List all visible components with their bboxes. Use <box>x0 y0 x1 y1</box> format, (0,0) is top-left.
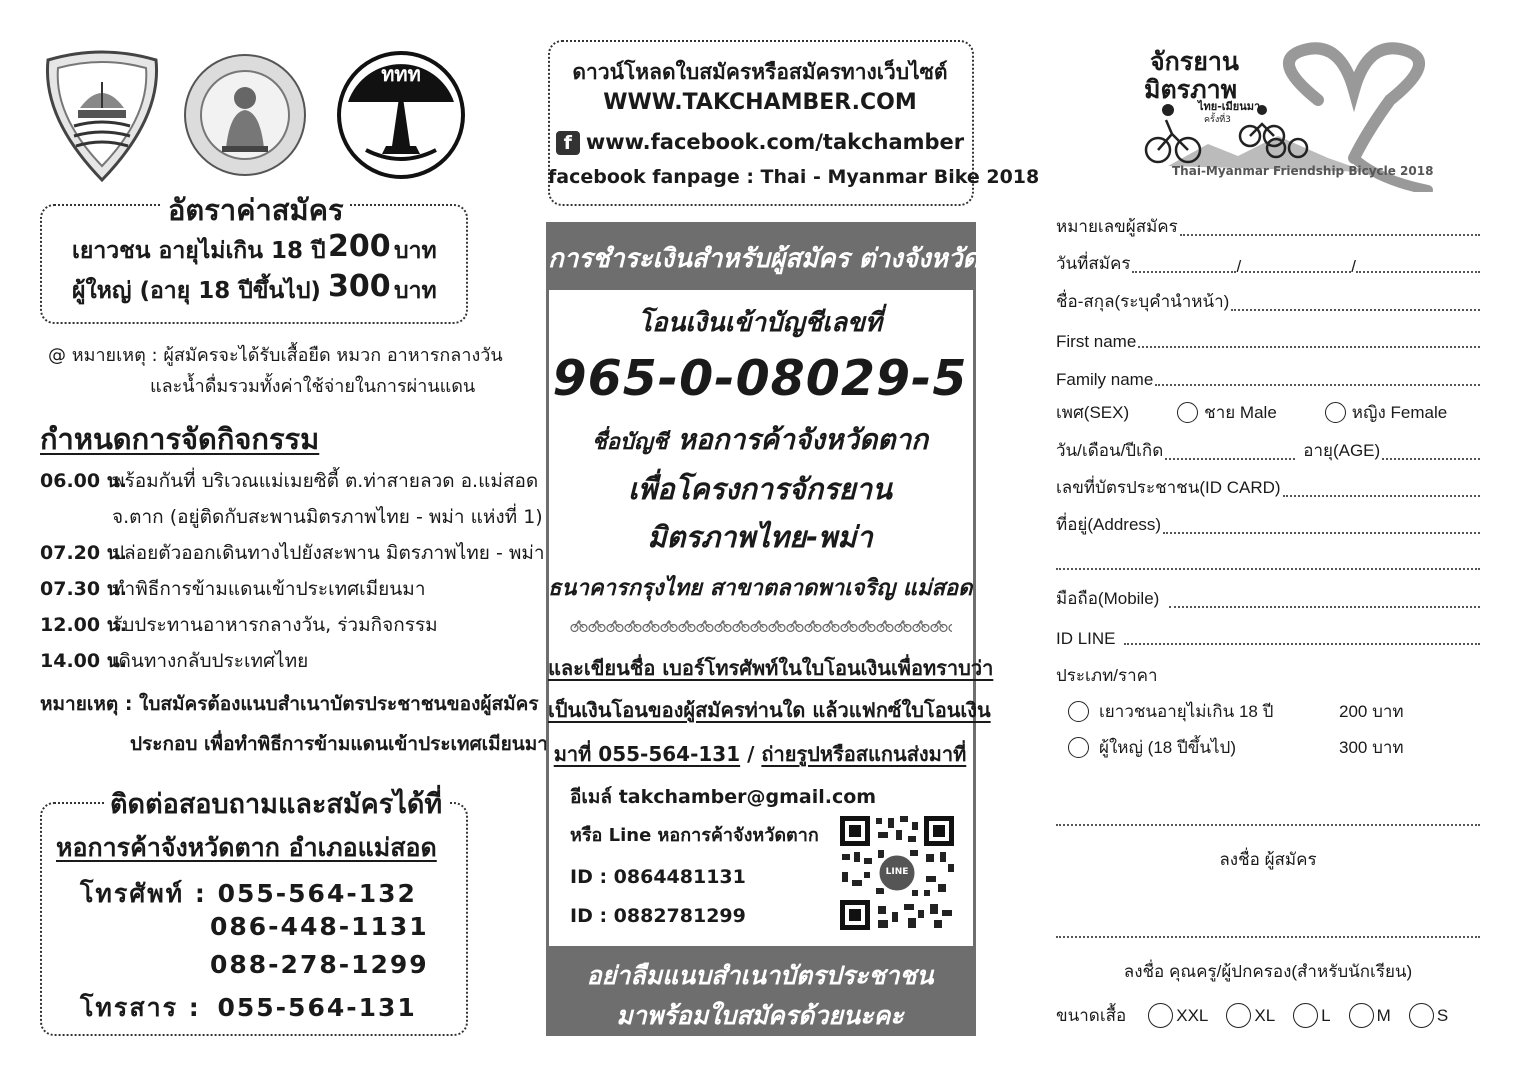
bicycle-divider <box>570 616 952 636</box>
category-youth-price: 200 บาท <box>1339 702 1404 721</box>
field-dots <box>1132 257 1236 273</box>
schedule-text: จ.ตาก (อยู่ติดกับสะพานมิตรภาพไทย - พม่า แห่งที่ 1) <box>112 506 543 528</box>
radio-button[interactable] <box>1068 701 1089 722</box>
apply-date-field[interactable] <box>1056 251 1480 277</box>
schedule-time: 07.20 น. <box>40 542 127 564</box>
field-dots <box>1356 257 1480 273</box>
field-label: เพศ(SEX) <box>1056 403 1130 422</box>
fees-note-line1: @ หมายเหตุ : ผู้สมัครจะได้รับเสื้อยืด หมวก อาหารกลางวัน <box>48 345 503 366</box>
line-id: ID : 0864481131 <box>570 866 746 888</box>
field-label: ที่อยู่(Address) <box>1056 515 1162 534</box>
shirt-size-option[interactable] <box>1409 1003 1448 1028</box>
schedule-text: พร้อมกันที่ บริเวณแม่เมยซิตี้ ต.ท่าสายลวด อ.แม่สอด <box>112 470 539 492</box>
schedule-row <box>40 646 308 676</box>
sign-guardian-label: ลงชื่อ คุณครู/ผู้ปกครอง(สำหรับนักเรียน) <box>1123 962 1413 981</box>
radio-button[interactable] <box>1148 1003 1173 1028</box>
fee-youth-label: เยาวชน อายุไม่เกิน 18 ปี <box>72 238 326 264</box>
schedule-text: เดินทางกลับประเทศไทย <box>112 650 309 672</box>
signature-line-guardian[interactable] <box>1056 936 1480 938</box>
category-adult-label: ผู้ใหญ่ (18 ปีขึ้นไป) <box>1099 738 1237 757</box>
schedule-text: รับประทานอาหารกลางวัน, ร่วมกิจกรรม <box>112 614 438 636</box>
applicant-no-field[interactable] <box>1056 214 1480 240</box>
fee-adult-unit: บาท <box>394 278 437 304</box>
field-dots <box>1163 518 1480 534</box>
instruction-line3 <box>548 738 972 770</box>
field-label: Family name <box>1056 370 1154 389</box>
field-dots <box>1124 629 1480 645</box>
line-id: ID : 0882781299 <box>570 905 746 927</box>
radio-button[interactable] <box>1293 1003 1318 1028</box>
line-badge-text: LINE <box>885 867 909 877</box>
radio-button[interactable] <box>1409 1003 1434 1028</box>
shirt-size-text: XL <box>1254 1005 1276 1025</box>
radio-button[interactable] <box>1349 1003 1374 1028</box>
category-option-adult[interactable] <box>1068 734 1404 761</box>
first-name-field[interactable] <box>1056 326 1480 352</box>
account-number: 965-0-08029-5 <box>552 350 968 407</box>
shirt-size-text: L <box>1321 1005 1331 1025</box>
field-dots <box>1180 220 1480 236</box>
fee-adult-amount: 300 <box>328 269 391 304</box>
shirt-size-option[interactable] <box>1349 1003 1391 1028</box>
account-name: หอการค้าจังหวัดตาก <box>677 423 929 456</box>
id-card-field[interactable] <box>1056 475 1480 501</box>
tat-top-text: ททท <box>381 62 421 86</box>
sex-field <box>1056 400 1480 426</box>
instruction-line1: และเขียนชื่อ เบอร์โทรศัพท์ในใบโอนเงินเพื่อทราบว่า <box>548 656 994 680</box>
fee-youth-amount: 200 <box>328 229 391 264</box>
sex-female-option[interactable] <box>1325 399 1447 426</box>
category-adult-price: 300 บาท <box>1339 738 1404 757</box>
fee-adult-label: ผู้ใหญ่ (อายุ 18 ปีขึ้นไป) <box>72 278 321 304</box>
field-dots <box>1382 444 1480 460</box>
contact-title: ติดต่อสอบถามและสมัครได้ที่ <box>104 782 448 825</box>
field-dots <box>1231 295 1480 311</box>
shirt-size-label: ขนาดเสื้อ <box>1056 1006 1127 1025</box>
sign-applicant-label: ลงชื่อ ผู้สมัคร <box>1219 850 1317 869</box>
shirt-size-text: S <box>1436 1005 1449 1025</box>
instruction-separator: / <box>740 742 762 766</box>
family-name-field[interactable] <box>1056 364 1480 390</box>
footer-line1: อย่าลืมแนบสำเนาบัตรประชาชน <box>586 961 934 990</box>
line-qr-code[interactable] <box>838 814 956 932</box>
account-name-row <box>548 418 972 462</box>
radio-button[interactable] <box>1068 737 1089 758</box>
instruction-fax: มาที่ 055-564-131 <box>553 742 741 766</box>
fees-title: อัตราค่าสมัคร <box>162 187 350 233</box>
fullname-field[interactable] <box>1056 289 1480 315</box>
field-label: วัน/เดือน/ปีเกิด <box>1056 441 1164 460</box>
project-line1: เพื่อโครงการจักรยาน <box>628 472 892 506</box>
schedule-row <box>40 610 438 640</box>
schedule-time: 14.00 น. <box>40 650 127 672</box>
schedule-remark-line2: ประกอบ เพื่อทำพิธีการข้ามแดนเข้าประเทศเมียนมา <box>130 733 548 755</box>
event-logo <box>1128 40 1444 192</box>
shirt-size-option[interactable] <box>1226 1003 1275 1028</box>
facebook-row <box>548 130 972 155</box>
field-dots <box>1056 554 1480 570</box>
field-label: เลขที่บัตรประชาชน(ID CARD) <box>1056 478 1281 497</box>
dob-age-field[interactable] <box>1056 438 1480 464</box>
footer-line2: มาพร้อมใบสมัครด้วยนะคะ <box>616 1001 904 1030</box>
email-text[interactable]: อีเมล์ takchamber@gmail.com <box>570 786 877 808</box>
address-field[interactable] <box>1056 512 1480 538</box>
instruction-scan: ถ่ายรูปหรือสแกนส่งมาที่ <box>761 742 967 766</box>
date-separator: / <box>1351 257 1356 276</box>
tat-logo <box>336 50 466 180</box>
tak-pao-seal <box>182 52 308 178</box>
fee-row-youth <box>72 229 452 269</box>
bank-name: ธนาคารกรุงไทย สาขาตลาดพาเจริญ แม่สอด <box>548 576 973 601</box>
event-logo-line3: ไทย-เมียนมา <box>1198 100 1261 113</box>
field-dots <box>1138 332 1480 348</box>
fee-row-adult <box>72 269 452 309</box>
fax-row <box>80 988 417 1028</box>
sex-female-label: หญิง Female <box>1351 403 1448 422</box>
facebook-icon: f <box>556 131 580 155</box>
field-dots <box>1155 370 1480 386</box>
radio-button[interactable] <box>1177 402 1198 423</box>
fax-number[interactable]: 055-564-131 <box>217 993 417 1022</box>
sex-male-option[interactable] <box>1177 399 1277 426</box>
phone-row <box>210 912 429 941</box>
phone-number[interactable]: 055-564-132 <box>217 879 417 908</box>
radio-button[interactable] <box>1325 402 1346 423</box>
field-dots <box>1241 257 1351 273</box>
shirt-size-row <box>1056 1002 1448 1029</box>
phone-row <box>80 874 417 914</box>
payment-header-text: การชำระเงินสำหรับผู้สมัคร ต่างจังหวัด <box>548 244 980 274</box>
field-label: First name <box>1056 332 1137 351</box>
category-label: ประเภท/ราคา <box>1056 666 1158 685</box>
radio-button[interactable] <box>1226 1003 1251 1028</box>
schedule-time: 07.30 น. <box>40 578 127 600</box>
field-label: อายุ(AGE) <box>1303 441 1381 460</box>
category-youth-label: เยาวชนอายุไม่เกิน 18 ปี <box>1099 702 1274 721</box>
fanpage-text: facebook fanpage : Thai - Myanmar Bike 2018 <box>548 166 1040 188</box>
schedule-time: 12.00 น. <box>40 614 127 636</box>
schedule-row <box>40 502 543 532</box>
schedule-row <box>40 466 538 496</box>
schedule-row <box>40 538 545 568</box>
fee-youth-unit: บาท <box>394 238 437 264</box>
phone-number[interactable]: 088-278-1299 <box>210 950 429 979</box>
address-field-line2[interactable] <box>1056 548 1480 574</box>
category-option-youth[interactable] <box>1068 698 1404 725</box>
field-label: ชื่อ-สกุล(ระบุคำนำหน้า) <box>1056 292 1230 311</box>
field-label: วันที่สมัคร <box>1056 254 1131 273</box>
instruction-line2: เป็นเงินโอนของผู้สมัครท่านใด แล้วแฟกซ์ใบโอนเงิน <box>548 698 991 722</box>
phone-label: โทรศัพท์ : <box>80 879 207 908</box>
field-dots <box>1169 592 1480 608</box>
fax-label: โทรสาร : <box>80 993 201 1022</box>
phone-number[interactable]: 086-448-1131 <box>210 912 429 941</box>
id-line-field[interactable] <box>1056 623 1480 649</box>
event-logo-caption: Thai-Myanmar Friendship Bicycle 2018 <box>1172 164 1434 178</box>
transfer-label: โอนเงินเข้าบัญชีเลขที่ <box>637 308 882 338</box>
line-label: หรือ Line หอการค้าจังหวัดตาก <box>570 825 819 846</box>
schedule-text: ปล่อยตัวออกเดินทางไปยังสะพาน มิตรภาพไทย - พม่า <box>112 542 545 564</box>
signature-line-applicant[interactable] <box>1056 824 1480 826</box>
schedule-title: กำหนดการจัดกิจกรรม <box>40 422 320 456</box>
date-separator: / <box>1236 257 1242 276</box>
contact-org: หอการค้าจังหวัดตาก อำเภอแม่สอด <box>56 833 437 862</box>
schedule-remark-line1: หมายเหตุ : ใบสมัครต้องแนบสำเนาบัตรประชาชนของผู้สมัคร <box>40 693 539 715</box>
shirt-size-text: M <box>1376 1005 1391 1025</box>
event-logo-edition: ครั้งที่3 <box>1204 115 1231 125</box>
field-label: ID LINE <box>1056 629 1116 648</box>
field-label: หมายเลขผู้สมัคร <box>1056 217 1178 236</box>
event-logo-line1: จักรยาน <box>1150 47 1239 76</box>
facebook-link[interactable]: www.facebook.com/takchamber <box>585 130 965 154</box>
schedule-row <box>40 574 425 604</box>
account-name-prefix: ชื่อบัญชี <box>591 430 668 455</box>
schedule-text: ทำพิธีการข้ามแดนเข้าประเทศเมียนมา <box>112 578 426 600</box>
shirt-size-option[interactable] <box>1293 1003 1330 1028</box>
event-logo-line2: มิตรภาพ <box>1144 75 1238 104</box>
field-dots <box>1283 481 1480 497</box>
field-label: มือถือ(Mobile) <box>1056 589 1160 608</box>
fees-note-line2: และน้ำดื่มรวมทั้งค่าใช้จ่ายในการผ่านแดน <box>150 376 476 397</box>
shirt-size-option[interactable] <box>1148 1003 1208 1028</box>
shirt-size-text: XXL <box>1176 1005 1209 1025</box>
phone-row <box>210 950 429 979</box>
field-dots <box>1165 444 1295 460</box>
sex-male-label: ชาย Male <box>1204 403 1277 422</box>
mobile-field[interactable] <box>1056 586 1480 612</box>
project-line2: มิตรภาพไทย-พม่า <box>647 520 873 554</box>
schedule-time: 06.00 น. <box>40 470 127 492</box>
download-line1: ดาวน์โหลดใบสมัครหรือสมัครทางเว็บไซต์ <box>572 60 948 84</box>
tak-chamber-seal <box>40 48 164 182</box>
website-link[interactable]: WWW.TAKCHAMBER.COM <box>603 90 917 115</box>
